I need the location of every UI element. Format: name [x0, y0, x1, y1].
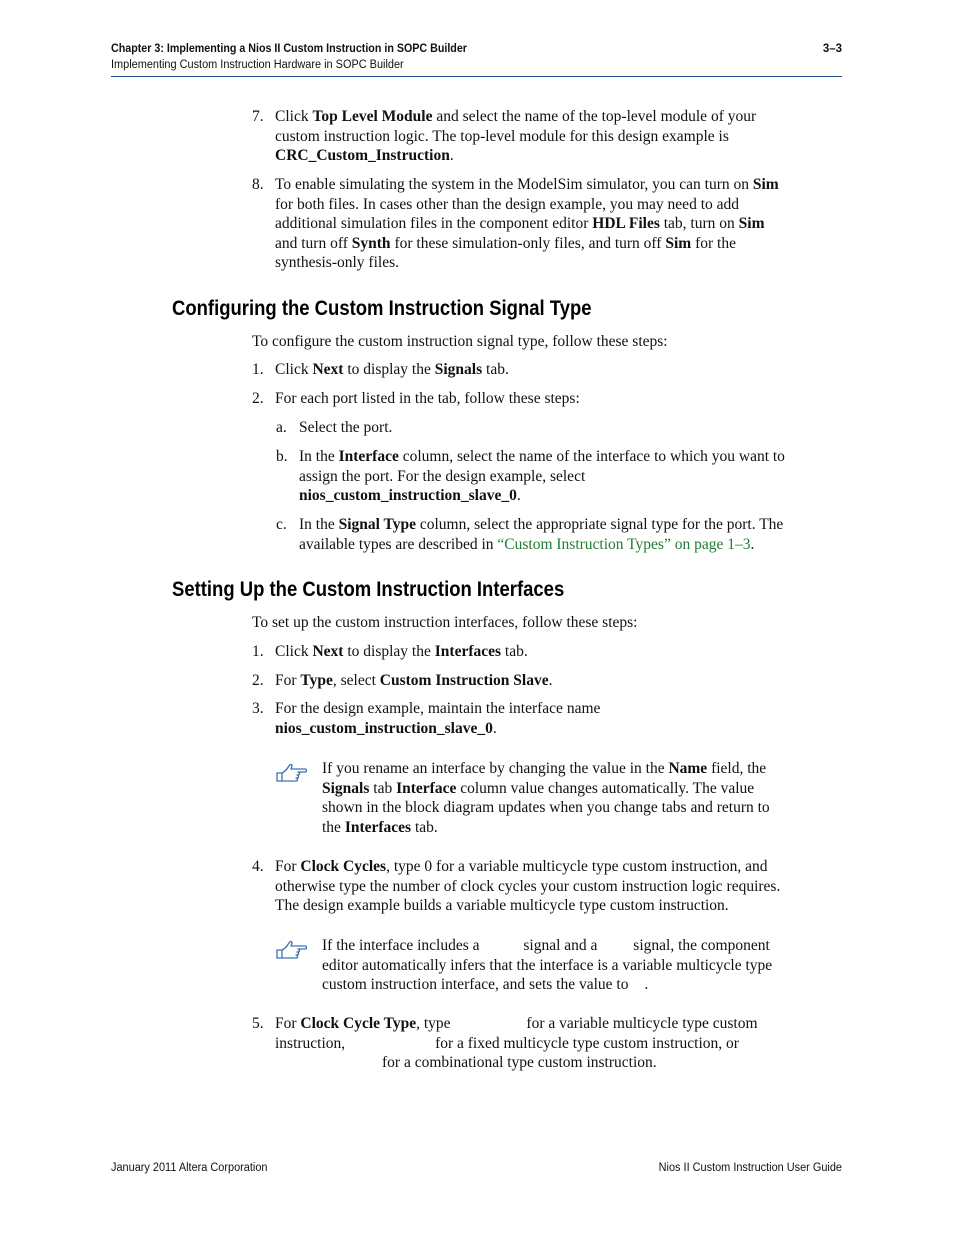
text-line: Click Top Level Module and select the name of the top-level module of your	[275, 108, 757, 125]
footer-guide-title: Nios II Custom Instruction User Guide	[658, 1162, 842, 1174]
step-number: 5.	[252, 1015, 264, 1032]
step-number: 1.	[252, 361, 264, 378]
note-text	[322, 759, 842, 837]
section-heading-interfaces: Setting Up the Custom Instruction Interfaces	[172, 578, 565, 601]
text-line: otherwise type the number of clock cycles your custom instruction logic requires.	[275, 877, 781, 895]
step-text	[275, 671, 552, 691]
text-line: and turn off Synth for these simulation-only files, and turn off Sim for the	[275, 234, 736, 252]
header-rule	[111, 76, 842, 77]
bold-term: Interface	[396, 779, 457, 797]
text-line: Select the port.	[299, 419, 393, 436]
text-line: CRC_Custom_Instruction.	[275, 147, 454, 165]
substep-text	[299, 447, 785, 506]
text-line: additional simulation files in the component editor HDL Files tab, turn on Sim	[275, 215, 765, 233]
step-text	[275, 699, 600, 738]
bold-term: Custom Instruction Slave	[379, 672, 549, 689]
text-line: If the interface includes a signal and a signal, the component	[322, 937, 770, 954]
text-line: available types are described in “Custom Instruction Types” on page 1–3.	[299, 535, 755, 553]
text-line: custom instruction interface, and sets the value to .	[322, 976, 649, 994]
bold-term: nios_custom_instruction_slave_0	[275, 719, 493, 737]
text-line: custom instruction logic. The top-level module for this design example is	[275, 127, 729, 145]
running-header-subtitle: Implementing Custom Instruction Hardware in SOPC Builder	[111, 59, 404, 71]
bold-term: Interface	[338, 448, 399, 465]
step-number: 2.	[252, 672, 264, 689]
text-line: If you rename an interface by changing the value in the Name field, the	[322, 760, 767, 777]
pointing-hand-note-icon	[276, 760, 308, 784]
running-header-page-number: 3–3	[822, 43, 842, 55]
note-text	[322, 936, 842, 995]
cross-reference-link[interactable]: “Custom Instruction Types” on page 1–3	[497, 535, 751, 553]
text-line: In the Signal Type column, select the appropriate signal type for the port. The	[299, 516, 784, 533]
bold-term: Signals	[322, 779, 370, 797]
step-number: 7.	[252, 108, 264, 125]
text-line: synthesis-only files.	[275, 254, 399, 272]
text-line: editor automatically infers that the interface is a variable multicycle type	[322, 956, 773, 974]
text-line: For each port listed in the tab, follow these steps:	[275, 390, 580, 407]
section-heading-signal-type: Configuring the Custom Instruction Signal Type	[172, 297, 592, 320]
text-line: shown in the block diagram updates when you change tabs and return to	[322, 799, 770, 817]
pointing-hand-note-icon	[276, 937, 308, 961]
step-text	[275, 857, 780, 916]
text-line: For the design example, maintain the interface name	[275, 700, 601, 717]
substep-text	[299, 515, 783, 554]
text-line: the Interfaces tab.	[322, 818, 438, 836]
text-line: For Clock Cycles, type 0 for a variable multicycle type custom instruction, and	[275, 858, 768, 875]
bold-term: Interfaces	[434, 643, 502, 660]
step-number: 8.	[252, 176, 264, 193]
step-text	[275, 107, 756, 166]
bold-term: Clock Cycles	[300, 858, 387, 875]
step-text	[275, 389, 580, 409]
text-line: instruction, for a fixed multicycle type custom instruction, or	[275, 1034, 739, 1052]
section-intro: To set up the custom instruction interfaces, follow these steps:	[252, 614, 638, 631]
bold-term: nios_custom_instruction_slave_0	[299, 487, 517, 505]
step-number: 3.	[252, 700, 264, 717]
bold-term: Top Level Module	[312, 108, 433, 125]
text-line: For Clock Cycle Type, type for a variable multicycle type custom	[275, 1015, 758, 1032]
text-line: Click Next to display the Signals tab.	[275, 361, 509, 378]
step-number: 4.	[252, 858, 264, 875]
bold-term: Signal Type	[338, 516, 416, 533]
step-text	[275, 360, 509, 380]
bold-term: Signals	[434, 361, 483, 378]
text-line: The design example builds a variable multicycle type custom instruction.	[275, 897, 729, 915]
bold-term: Next	[312, 361, 344, 378]
text-line: Signals tab Interface column value changes automatically. The value	[322, 779, 755, 797]
step-text	[275, 642, 528, 662]
bold-term: Type	[300, 672, 333, 689]
bold-term: Interfaces	[344, 818, 412, 836]
text-line: assign the port. For the design example, select	[299, 467, 586, 485]
substep-letter: c.	[276, 516, 287, 533]
substep-text	[299, 418, 392, 438]
text-line: for a combinational type custom instruction.	[382, 1054, 657, 1072]
text-line: nios_custom_instruction_slave_0.	[299, 487, 521, 505]
step-number: 1.	[252, 643, 264, 660]
text-line: To enable simulating the system in the ModelSim simulator, you can turn on Sim	[275, 176, 779, 193]
running-header-chapter: Chapter 3: Implementing a Nios II Custom Instruction in SOPC Builder	[111, 43, 467, 55]
bold-term: Sim	[665, 234, 692, 252]
bold-term: Name	[668, 760, 708, 777]
substep-letter: a.	[276, 419, 287, 436]
text-line: Click Next to display the Interfaces tab.	[275, 643, 528, 660]
text-line: For Type, select Custom Instruction Slave.	[275, 672, 553, 689]
bold-term: Next	[312, 643, 344, 660]
bold-term: Sim	[738, 215, 765, 233]
bold-term: CRC_Custom_Instruction	[275, 147, 450, 165]
substep-letter: b.	[276, 448, 288, 465]
bold-term: Clock Cycle Type	[300, 1015, 417, 1032]
bold-term: HDL Files	[592, 215, 660, 233]
text-line: for both files. In cases other than the design example, you may need to add	[275, 195, 740, 213]
text-line: nios_custom_instruction_slave_0.	[275, 719, 497, 737]
step-number: 2.	[252, 390, 264, 407]
text-line: In the Interface column, select the name of the interface to which you want to	[299, 448, 785, 465]
step-text	[275, 175, 779, 273]
section-intro: To configure the custom instruction signal type, follow these steps:	[252, 333, 668, 350]
step-text	[275, 1014, 758, 1073]
bold-term: Sim	[752, 176, 779, 193]
bold-term: Synth	[351, 234, 391, 252]
footer-date-company: January 2011 Altera Corporation	[111, 1162, 268, 1174]
